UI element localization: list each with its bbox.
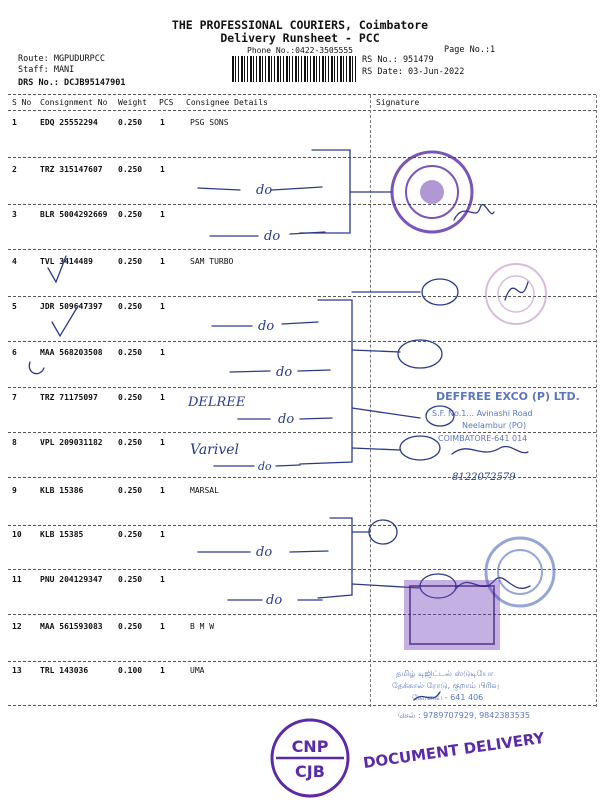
handwritten-varivel: Varivel (190, 442, 240, 458)
row-consignment: PNU 204129347 (40, 575, 103, 584)
row-sno: 11 (12, 575, 22, 584)
row-pcs: 1 (160, 486, 165, 495)
row-weight: 0.250 (118, 302, 143, 311)
signature-phone: 8122072579 (452, 472, 516, 483)
svg-text:DOCUMENT DELIVERY: DOCUMENT DELIVERY (362, 728, 546, 773)
col-consignee: Consignee Details (186, 98, 268, 107)
row-sno: 2 (12, 165, 17, 174)
bracket-rows-5-8 (300, 300, 352, 464)
col-consignment: Consignment No (40, 98, 108, 107)
row-weight: 0.250 (118, 486, 143, 495)
svg-text:S.F. No.1... Avinashi Road: S.F. No.1... Avinashi Road (432, 409, 533, 418)
row-pcs: 1 (160, 302, 165, 311)
row-pcs: 1 (160, 393, 165, 402)
row-consignee: B M W (190, 622, 215, 631)
svg-text:DEFFREE EXCO (P) LTD.: DEFFREE EXCO (P) LTD. (436, 390, 580, 403)
row-consignment: TRL 143036 (40, 666, 89, 675)
ditto-mark: do (256, 545, 273, 560)
runsheet-title: Delivery Runsheet - PCC (220, 31, 380, 45)
row-pcs: 1 (160, 348, 165, 357)
ditto-mark: do (278, 412, 295, 427)
row-consignee: PSG SONS (190, 118, 229, 127)
row-consignment: TRZ 315147607 (40, 165, 103, 174)
row-consignment: BLR 5004292669 (40, 210, 108, 219)
row-sno: 12 (12, 622, 22, 631)
deffree-stamp (432, 390, 580, 443)
studio-stamp (392, 669, 530, 720)
row-consignment: MAA 561593083 (40, 622, 103, 631)
row-consignment: JDR 509647397 (40, 302, 103, 311)
checkmark-icon (52, 306, 78, 336)
document-delivery-stamp (362, 729, 547, 772)
row-consignment: KLB 15386 (40, 486, 84, 495)
row-pcs: 1 (160, 530, 165, 539)
route: Route: MGPUDURPCC (18, 54, 105, 64)
handwritten-delree: DELREE (188, 395, 246, 410)
staff: Staff: MANI (18, 65, 75, 75)
row-weight: 0.250 (118, 622, 143, 631)
row-weight: 0.250 (118, 118, 143, 127)
row-consignment: EDQ 25552294 (40, 118, 98, 127)
col-weight: Weight (118, 98, 147, 107)
cnp-cjb-stamp (272, 720, 348, 796)
row-sno: 3 (12, 210, 17, 219)
rs-number: RS No.: 951479 (362, 55, 434, 65)
row-weight: 0.100 (118, 666, 143, 675)
row-weight: 0.250 (118, 393, 143, 402)
row-weight: 0.250 (118, 438, 143, 447)
row-consignee: MARSAL (190, 486, 219, 495)
row-weight: 0.250 (118, 257, 143, 266)
row-sno: 13 (12, 666, 22, 675)
rectangular-stamp (404, 580, 500, 650)
company-round-stamp (392, 152, 472, 232)
row-weight: 0.250 (118, 165, 143, 174)
row-consignee: UMA (190, 666, 205, 675)
row-pcs: 1 (160, 575, 165, 584)
bracket-rows-2-3 (300, 150, 350, 233)
row-pcs: 1 (160, 622, 165, 631)
drs-number: DRS No.: DCJB95147901 (18, 78, 126, 88)
row-pcs: 1 (160, 666, 165, 675)
company-title: THE PROFESSIONAL COURIERS, Coimbatore (171, 18, 429, 32)
row-weight: 0.250 (118, 210, 143, 219)
col-signature: Signature (376, 98, 420, 107)
ditto-mark: do (264, 229, 281, 244)
ditto-mark: do (258, 319, 275, 334)
row-sno: 8 (12, 438, 17, 447)
row-weight: 0.250 (118, 348, 143, 357)
svg-text:கோவை - 641 406: கோவை - 641 406 (412, 693, 484, 702)
svg-text:Neelambur (PO): Neelambur (PO) (462, 421, 527, 430)
col-pcs: PCS (159, 98, 174, 107)
faint-round-stamp (486, 264, 546, 324)
row-consignee: SAM TURBO (190, 257, 234, 266)
phone-number: Phone No.:0422-3505555 (247, 46, 353, 55)
checkmark-icon (29, 362, 44, 374)
ditto-mark: do (276, 365, 293, 380)
row-pcs: 1 (160, 165, 165, 174)
row-sno: 6 (12, 348, 17, 357)
row-sno: 7 (12, 393, 17, 402)
row-sno: 5 (12, 302, 17, 311)
svg-text:செல் : 9789707929, 9842383535: செல் : 9789707929, 9842383535 (398, 711, 530, 720)
svg-text:COIMBATORE-641 014: COIMBATORE-641 014 (438, 434, 528, 443)
ditto-mark: do (266, 593, 283, 608)
row-consignment: TVL 3414489 (40, 257, 93, 266)
bracket-rows-10-11 (318, 518, 352, 598)
row-consignment: MAA 568203508 (40, 348, 103, 357)
svg-text:தேக்கால் ரோடு, குறாம் பிரிவு: தேக்கால் ரோடு, குறாம் பிரிவு (392, 681, 500, 690)
svg-text:CJB: CJB (295, 762, 325, 781)
row-pcs: 1 (160, 257, 165, 266)
ditto-mark: do (258, 460, 272, 473)
svg-text:தமிழ் டிஜிட்டல் ஸ்டுடியோ: தமிழ் டிஜிட்டல் ஸ்டுடியோ (396, 669, 494, 678)
row-sno: 10 (12, 530, 22, 539)
ditto-mark: do (256, 183, 273, 198)
col-sno: S No (12, 98, 32, 107)
rs-date: RS Date: 03-Jun-2022 (362, 67, 465, 77)
svg-text:CNP: CNP (291, 737, 329, 756)
row-sno: 9 (12, 486, 17, 495)
row-pcs: 1 (160, 438, 165, 447)
row-weight: 0.250 (118, 575, 143, 584)
row-consignment: KLB 15385 (40, 530, 84, 539)
row-pcs: 1 (160, 210, 165, 219)
checkmark-icon (48, 256, 66, 282)
row-consignment: VPL 209031182 (40, 438, 103, 447)
row-sno: 1 (12, 118, 17, 127)
row-pcs: 1 (160, 118, 165, 127)
page-number: Page No.:1 (444, 45, 496, 55)
row-weight: 0.250 (118, 530, 143, 539)
row-sno: 4 (12, 257, 17, 266)
row-consignment: TRZ 71175097 (40, 393, 98, 402)
